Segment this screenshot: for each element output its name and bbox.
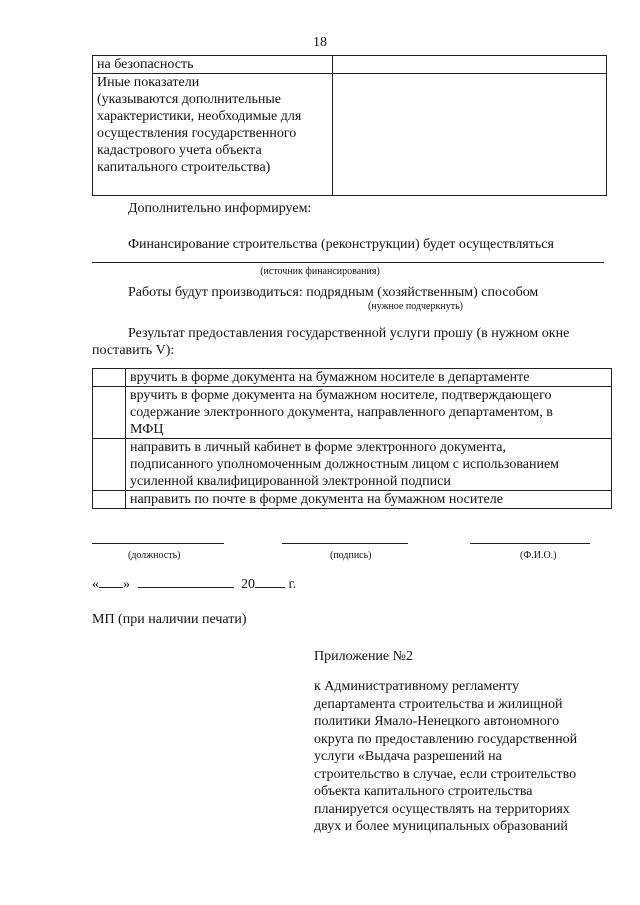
appendix-title: Приложение №2 (314, 649, 413, 664)
option-checkbox-mail[interactable] (93, 491, 126, 509)
table-row (93, 369, 612, 387)
table-row (93, 491, 612, 509)
option-checkbox-mfc[interactable] (93, 387, 126, 439)
option-label-mfc: вручить в форме документа на бумажном носителе, подтверждающего содержание электронного документа, направленного департаментом, в МФЦ (126, 387, 612, 439)
date-line (92, 576, 296, 593)
works-text: Работы будут производиться: подрядным (хозяйственным) способом (128, 285, 539, 300)
financing-source-line (92, 262, 604, 263)
position-line (92, 543, 224, 544)
name-caption: (Ф.И.О.) (520, 550, 557, 561)
appendix-body: к Административному регламенту департамента строительства и жилищной политики Ямало-Ненецкого автономного округа по предоставлению государственной услуги «Выдача разрешений на строительство в случае, если строительство объекта капитального строительства планируется осуществлять на территориях двух и более муниципальных образований (314, 679, 578, 834)
day-blank (99, 587, 123, 588)
option-label-mail: направить по почте в форме документа на бумажном носителе (126, 491, 612, 509)
works-caption: (нужное подчеркнуть) (368, 301, 463, 312)
year-blank (255, 587, 285, 588)
signature-line (282, 543, 408, 544)
table-row (93, 74, 607, 196)
option-checkbox-personal-account[interactable] (93, 439, 126, 491)
stamp-note: МП (при наличии печати) (92, 612, 247, 627)
row-value-other-indicators (333, 74, 607, 196)
additional-info-heading: Дополнительно информируем: (128, 201, 312, 216)
date-quote-open: « (92, 577, 99, 592)
table-row (93, 56, 607, 74)
option-label-personal-account: направить в личный кабинет в форме электронного документа, подписанного уполномоченным должностным лицом с использованием усиленной квалифицированной электронной подписи (126, 439, 612, 491)
signature-caption: (подпись) (330, 550, 372, 561)
name-line (470, 543, 590, 544)
row-value-safety (333, 56, 607, 74)
month-blank (138, 587, 234, 588)
row-label-safety: на безопасность (93, 56, 333, 74)
result-request-line2: поставить V): (92, 343, 175, 358)
year-prefix: 20 (241, 577, 255, 592)
option-checkbox-department[interactable] (93, 369, 126, 387)
row-label-other-indicators: Иные показатели (указываются дополнительные характеристики, необходимые для осуществления государственного кадастрового учета объекта капитального строительства) (93, 74, 333, 196)
building-characteristics-table (92, 55, 607, 196)
option-label-department: вручить в форме документа на бумажном носителе в департаменте (126, 369, 612, 387)
table-row (93, 387, 612, 439)
year-suffix: г. (288, 577, 297, 592)
date-quote-close: » (123, 577, 130, 592)
position-caption: (должность) (128, 550, 181, 561)
financing-text: Финансирование строительства (реконструкции) будет осуществляться (128, 237, 554, 252)
page-number: 18 (313, 35, 327, 50)
result-request-line1: Результат предоставления государственной услуги прошу (в нужном окне (128, 326, 570, 341)
table-row (93, 439, 612, 491)
financing-caption: (источник финансирования) (260, 266, 380, 277)
delivery-options-table (92, 368, 612, 509)
